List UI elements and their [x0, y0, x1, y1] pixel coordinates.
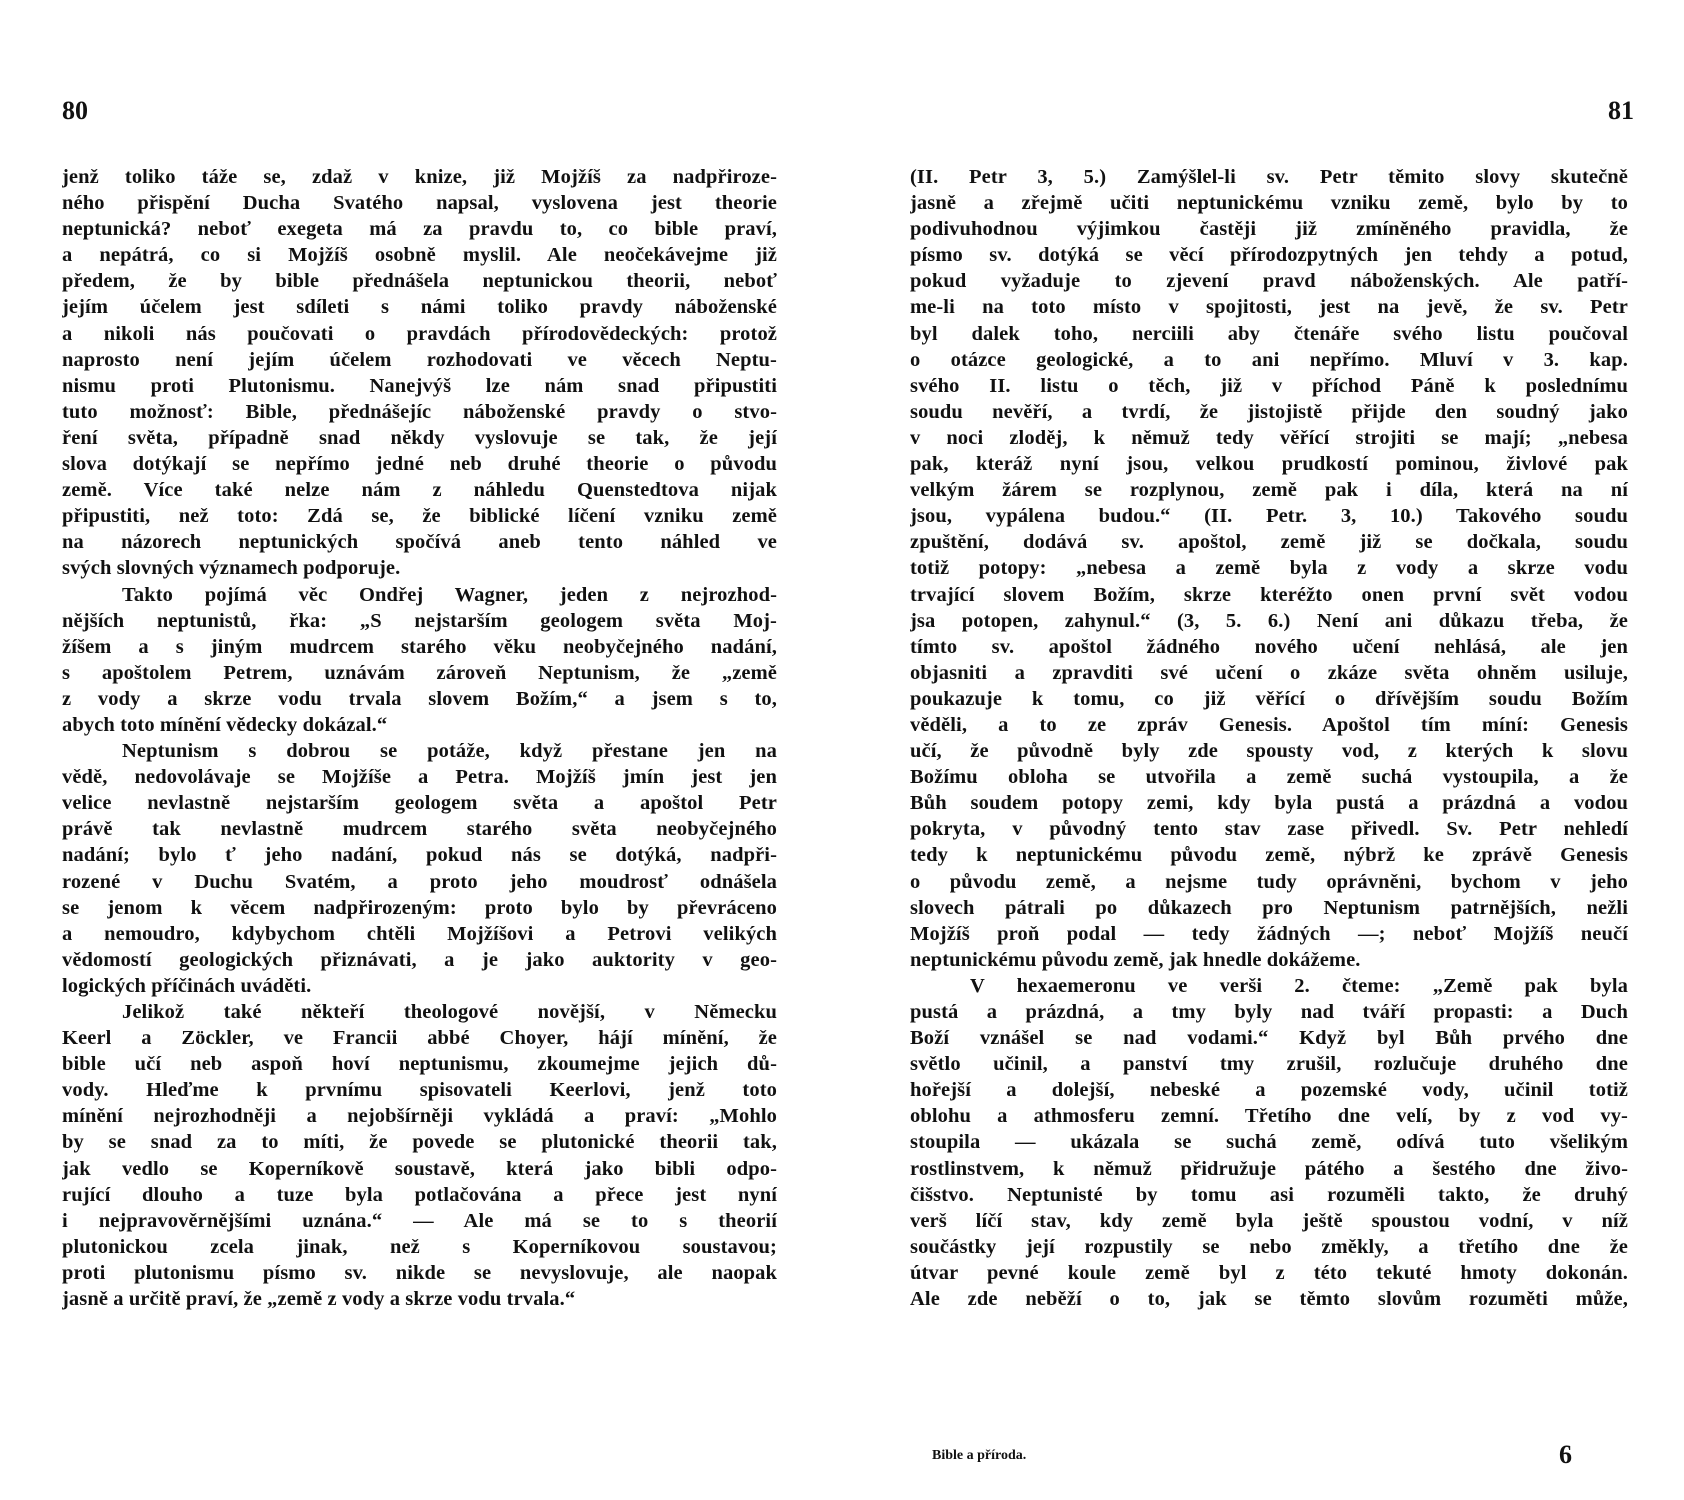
text-line: pokud vyžaduje to zjevení pravd náboženských. Ale patří-: [910, 270, 1628, 293]
text-line: i nejpravověrnějšími uznána.“ — Ale má se to s theorií: [62, 1209, 777, 1232]
text-line: Bůh soudem potopy zemi, kdy byla pustá a prázdná a vodou: [910, 792, 1628, 815]
text-line: rující dlouho a tuze byla potlačována a přece jest nyní: [62, 1183, 777, 1206]
text-line: jasně a určitě praví, že „země z vody a skrze vodu trvala.“: [62, 1288, 576, 1311]
text-line: nadání; bylo ť jeho nadání, pokud nás se dotýká, nadpři-: [62, 844, 777, 867]
page-footer: [912, 1440, 1632, 1480]
text-line: jenž toliko táže se, zdaž v knize, již Mojžíš za nadpřiroze-: [62, 166, 777, 188]
text-line: ného přispění Ducha Svatého napsal, vyslovena jest theorie: [62, 192, 777, 215]
text-line: rozené v Duchu Svatém, a proto jeho moudrosť odnášela: [62, 870, 777, 893]
text-line: (II. Petr 3, 5.) Zamýšlel-li sv. Petr těmito slovy skutečně: [910, 166, 1628, 188]
text-line: tuto možnosť: Bible, přednášejíc náboženské pravdy o stvo-: [62, 400, 777, 423]
left-page-text: [62, 164, 777, 1312]
text-line: právě tak nevlastně mudrcem starého světa neobyčejného: [62, 818, 777, 841]
footer-book-title: Bible a příroda.: [932, 1448, 1027, 1463]
text-line: poukazuje k tomu, co již věřící o dřívějším soudu Božím: [910, 687, 1628, 710]
text-line: a nemoudro, kdybychom chtěli Mojžíšovi a Petrovi velikých: [62, 922, 777, 945]
text-line: o otázce geologické, a to ani nepřímo. Mluví v 3. kap.: [910, 348, 1628, 371]
text-line: zpuštění, dodává sv. apoštol, země již se dočkala, soudu: [910, 531, 1628, 554]
text-line: země. Více také nelze nám z náhledu Quenstedtova nijak: [62, 479, 777, 502]
footer-signature-mark: 6: [1559, 1440, 1572, 1469]
text-line: o původu země, a nejsme tudy oprávněni, bychom v jeho: [910, 870, 1628, 893]
text-line: ření světa, případně snad někdy vyslovuje se tak, že její: [62, 426, 777, 449]
text-line: tedy k neptunickému původu země, nýbrž ke zprávě Genesis: [910, 844, 1628, 867]
text-line: součástky její rozpustily se nebo změkly, a třetího dne že: [910, 1235, 1628, 1258]
text-line: připustiti, než toto: Zdá se, že biblické líčení vzniku země: [62, 505, 777, 528]
text-line: věděli, a to ze zpráv Genesis. Apoštol tím míní: Genesis: [910, 713, 1628, 736]
text-line: nismu proti Plutonismu. Nanejvýš lze nám snad připustiti: [62, 374, 777, 397]
right-page: [842, 0, 1684, 1500]
text-line: mínění nejrozhodněji a nejobšírněji vykládá a praví: „Mohlo: [62, 1105, 777, 1128]
text-line: na názorech neptunických spočívá aneb tento náhled ve: [62, 531, 777, 554]
text-line: trvající slovem Božím, skrze kteréžto onen první svět vodou: [910, 583, 1628, 606]
text-line: objasniti a zpravditi své učení o zkáze světa ohněm usiluje,: [910, 661, 1628, 684]
text-line: stoupila — ukázala se suchá země, odívá tuto všelikým: [910, 1131, 1628, 1154]
text-line: vědomostí geologických přiznávati, a je jako auktority v geo-: [62, 948, 777, 971]
text-line: neptunická? neboť exegeta má za pravdu to, co bible praví,: [62, 218, 777, 241]
text-line: byl dalek toho, nerciili aby čtenáře svého listu poučoval: [910, 322, 1628, 345]
text-line: bible učí neb aspoň hoví neptunismu, zkoumejme jejich dů-: [62, 1053, 777, 1076]
text-line: jejím účelem jest sdíleti s námi toliko pravdy náboženské: [62, 296, 777, 319]
text-line: písmo sv. dotýká se věcí přírodozpytných jen tehdy a potud,: [910, 244, 1628, 267]
text-line: jsou, vypálena budou.“ (II. Petr. 3, 10.) Takového soudu: [910, 505, 1628, 528]
text-line: naprosto není jejím účelem rozhodovati ve věcech Neptu-: [62, 348, 777, 371]
text-line: neptunickému původu země, jak hnedle dokážeme.: [910, 948, 1361, 971]
text-line: Mojžíš proň podal — tedy žádných —; neboť Mojžíš neučí: [910, 922, 1628, 945]
text-line: Ale zde neběží o to, jak se těmto slovům rozuměti může,: [910, 1288, 1628, 1311]
text-line: nějších neptunistů, řka: „S nejstarším geologem světa Moj-: [62, 609, 777, 632]
text-line: podivuhodnou výjimkou častěji již zmíněného pravidla, že: [910, 218, 1628, 241]
text-line: oblohu a athmosferu zemní. Třetího dne velí, by z vod vy-: [910, 1105, 1628, 1128]
text-line: z vody a skrze vodu trvala slovem Božím,“ a jsem s to,: [62, 687, 777, 710]
text-line: by se snad za to míti, že povede se plutonické theorii tak,: [62, 1131, 777, 1154]
text-line: se jenom k věcem nadpřirozeným: proto bylo by převráceno: [62, 896, 777, 919]
text-line: tímto sv. apoštol žádného nového učení nehlásá, ale jen: [910, 635, 1628, 658]
text-line: vědě, nedovolávaje se Mojžíše a Petra. Mojžíš jmín jest jen: [62, 766, 777, 789]
text-line: svého II. listu o těch, již v příchod Páně k poslednímu: [910, 374, 1628, 397]
text-line: abych toto mínění vědecky dokázal.“: [62, 713, 388, 736]
text-line: slova dotýkají se nepřímo jedné neb druhé theorie o původu: [62, 453, 777, 476]
text-line: Boží vznášel se nad vodami.“ Když byl Bůh prvého dne: [910, 1027, 1628, 1050]
text-line: pustá a prázdná, a tmy byly nad tváří propasti: a Duch: [910, 1001, 1628, 1023]
text-line: V hexaemeronu ve verši 2. čteme: „Země pak byla: [970, 974, 1628, 997]
text-line: proti plutonismu písmo sv. nikde se nevyslovuje, ale naopak: [62, 1261, 777, 1284]
text-line: slovech pátrali po důkazech pro Neptunism patrnějších, nežli: [910, 896, 1628, 919]
text-line: Božímu obloha se utvořila a země suchá vystoupila, a že: [910, 766, 1628, 789]
text-line: Neptunism s dobrou se potáže, když přestane jen na: [122, 740, 777, 763]
text-line: útvar pevné koule země byl z této tekuté hmoty dokonán.: [910, 1261, 1628, 1284]
text-line: Jelikož také někteří theologové novější, v Německu: [122, 1001, 777, 1023]
right-page-number: 81: [1608, 96, 1634, 125]
text-line: rostlinstvem, k němuž přidružuje pátého a šestého dne živo-: [910, 1157, 1628, 1180]
text-line: předem, že by bible přednášela neptunickou theorii, neboť: [62, 270, 777, 293]
text-line: velkým žárem se rozplynou, země pak i díla, která na ní: [910, 479, 1628, 502]
text-line: jsa potopen, zahynul.“ (3, 5. 6.) Není ani důkazu třeba, že: [910, 609, 1628, 632]
text-line: učí, že původně byly zde spousty vod, z kterých k slovu: [910, 740, 1628, 763]
text-line: me-li na toto místo v spojitosti, jest na jevě, že sv. Petr: [910, 296, 1628, 319]
text-line: hořejší a dolejší, nebeské a pozemské vody, učinil totiž: [910, 1079, 1628, 1102]
text-line: velice nevlastně nejstarším geologem světa a apoštol Petr: [62, 792, 777, 815]
text-line: vody. Hleďme k prvnímu spisovateli Keerlovi, jenž toto: [62, 1079, 777, 1102]
text-line: svých slovných významech podporuje.: [62, 557, 401, 580]
text-line: s apoštolem Petrem, uznávám zároveň Neptunism, že „země: [62, 661, 777, 684]
text-line: soudu nevěří, a tvrdí, že jistojistě přijde den soudný jako: [910, 400, 1628, 423]
text-line: Keerl a Zöckler, ve Francii abbé Choyer, hájí mínění, že: [62, 1027, 777, 1050]
right-page-text: [910, 164, 1628, 1312]
text-line: a nepátrá, co si Mojžíš osobně myslil. Ale neočekávejme již: [62, 244, 777, 267]
text-line: v noci zloděj, k němuž tedy věřící strojiti se mají; „nebesa: [910, 426, 1628, 449]
text-line: a nikoli nás poučovati o pravdách přírodovědeckých: protož: [62, 322, 777, 345]
text-line: verš líčí stav, kdy země byla ještě spoustou vodní, v níž: [910, 1209, 1628, 1232]
text-line: Takto pojímá věc Ondřej Wagner, jeden z nejrozhod-: [122, 583, 777, 606]
text-line: světlo učinil, a panství tmy zrušil, rozlučuje druhého dne: [910, 1053, 1628, 1076]
text-line: plutonickou zcela jinak, než s Koperníkovou soustavou;: [62, 1235, 777, 1258]
text-line: totiž potopy: „nebesa a země byla z vody a skrze vodu: [910, 557, 1628, 580]
text-line: žíšem a s jiným mudrcem starého věku neobyčejného nadání,: [62, 635, 777, 658]
text-line: logických příčinách uváděti.: [62, 974, 312, 997]
text-line: jasně a zřejmě učiti neptunickému vzniku země, bylo by to: [910, 192, 1628, 215]
left-page-number: 80: [62, 96, 88, 125]
text-line: jak vedlo se Koperníkově soustavě, která jako bibli odpo-: [62, 1157, 777, 1180]
text-line: pak, kteráž nyní jsou, velkou prudkostí pominou, živlové pak: [910, 453, 1628, 476]
text-line: čišstvo. Neptunisté by tomu asi rozuměli takto, že druhý: [910, 1183, 1628, 1206]
text-line: pokryta, v původný tento stav zase přivedl. Sv. Petr nehledí: [910, 818, 1628, 841]
